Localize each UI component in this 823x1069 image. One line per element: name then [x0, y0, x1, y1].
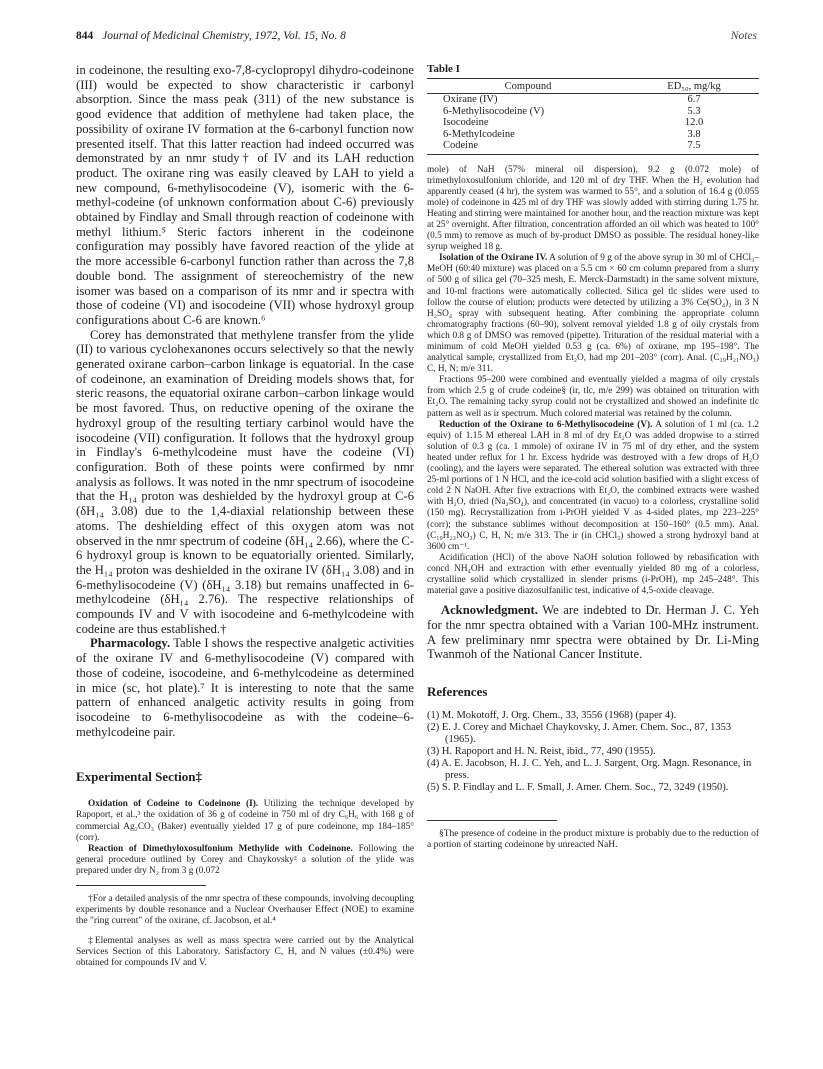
exp-oxidation-heading: Oxidation of Codeine to Codeinone (I). [88, 799, 259, 810]
table-row [427, 129, 759, 141]
section-label: Notes [730, 30, 757, 42]
acknowledgment-paragraph [427, 603, 759, 662]
experimental-text [76, 799, 414, 877]
exp-oxidation-text: Utilizing the technique developed by Rapoport, et al.,³ the oxidation of 36 g of codeine in 750 ml of dry C₆H₆ with 168 g of commercial Ag₂CO₃ (Baker) eventually yielded 17 g of pure codeinone, mp 184–185° (corr). [76, 799, 415, 843]
table-cell-compound: Isocodeine [443, 117, 489, 128]
journal-citation: Journal of Medicinal Chemistry, 1972, Vol. 15, No. 8 [102, 30, 346, 42]
acknowledgment-heading: Acknowledgment. [441, 603, 538, 618]
references-heading: References [427, 683, 488, 699]
fractions-paragraph: Fractions 95–200 were combined and eventually yielded a magma of oily crystals from which 2.5 g of crude codeine§ (ir, tlc, m/e 299) was obtained on trituration with Et₂O. The remaining tacky syrup could not be crystallized and showed an indefinite tlc pattern as well as ir spectrum. Much colored material was retained by the column. [427, 375, 759, 419]
table-cell-compound: 6-Methylcodeine [443, 128, 515, 140]
acknowledgment-text: We are indebted to Dr. Herman J. C. Yeh for the nmr spectra obtained with a Varian 100-MHz instrument. A few preliminary nmr spectra were obtained by Dr. Li-Ming Twanmoh of the National Cancer Institute. [427, 603, 760, 662]
exp-ylide-text: Following the general procedure outlined by Corey and Chaykovsky² a solution of the ylide was prepared under dry N₂ from 3 g (0.072 [76, 843, 414, 876]
footnote-double-dagger: ‡Elemental analyses as well as mass spectra were carried out by the Analytical Services Section of this Laboratory. Satisfactory C, H, and N values (±0.4%) were obtained for compounds IV and V. [76, 935, 414, 969]
pharmacology-heading: Pharmacology. [90, 636, 171, 651]
pharmacology-paragraph [76, 636, 414, 739]
table-cell-ed50: 3.8 [687, 128, 701, 140]
table-header-ed50: ED₅₀, mg/kg [629, 79, 759, 94]
results-table [427, 78, 759, 155]
right-column [427, 63, 759, 851]
isolation-paragraph [427, 253, 759, 375]
table-cell-compound: Oxirane (IV) [443, 94, 498, 105]
table-row [427, 117, 759, 129]
exp-ylide-heading: Reaction of Dimethyloxosulfonium Methylide with Codeinone. [88, 843, 353, 854]
reference-item: (2) E. J. Corey and Michael Chaykovsky, J. Amer. Chem. Soc., 87, 1353 (1965). [427, 721, 732, 745]
table-cell-ed50: 5.3 [687, 105, 701, 117]
table-header-row [427, 79, 759, 94]
isolation-text: A solution of 9 g of the above syrup in 30 ml of CHCl₃–MeOH (60:40 mixture) was placed on a 5.5 cm × 60 cm column prepared from a slurry of 500 g of silica gel (70–325 mesh, E. Merck-Darmstadt) in the same solvent mixture, and 10-ml fractions were automatically collected. Silica gel tlc slides were used to follow the course of elution; products were detected by utilizing a 3% Ce(SO₄)₂ in 3 N H₂SO₄ spray with subsequent heating. After combining the appropriate column chromatography fractions (60–90), solvent removal yielded 1.8 g of oily crystals from which 0.8 g of DMSO was removed (pipette). Trituration of the residual material with a minimum of cold MeOH yielded 0.53 g (ca. 6%) of oxirane, mp 195–198°. The analytical sample, crystallized from Et₂O, had mp 201–203° (corr). Anal. (C₁₉H₂₁NO₃) C, H, N; m/e 311. [427, 253, 759, 375]
right-footnote-block [427, 820, 759, 851]
isolation-heading: Isolation of the Oxirane IV. [439, 253, 548, 264]
acidification-paragraph: Acidification (HCl) of the above NaOH solution followed by rebasification with concd NH₄OH and extraction with ether eventually yielded 80 mg of a colorless, crystalline solid which crystallized in slender prisms (i-PrOH), mp 245–248°. This material gave a positive diazosulfanilic test, indicative of 4,5-oxide cleavage. [427, 552, 759, 597]
reference-item: (5) S. P. Findlay and L. F. Small, J. Amer. Chem. Soc., 72, 3249 (1950). [427, 781, 729, 793]
left-column [76, 63, 414, 969]
exp-ylide-paragraph [76, 844, 414, 877]
table-cell-ed50: 12.0 [684, 117, 704, 128]
pharmacology-text: Table I shows the respective analgetic activities of the oxirane IV and 6-methylisocodeine (V) compared with those of codeine, isocodeine, and 6-methylcodeine as determined in mice (sc, hot plate).⁷ It is interesting to note that the same pattern of enhanced analgetic activity results in going from isocodeine to 6-methylisocodeine as with the codeine–6-methylcodeine pair. [76, 636, 414, 739]
ylide-continuation-paragraph: mole) of NaH (57% mineral oil dispersion), 9.2 g (0.072 mole) of trimethyloxosulfonium chloride, and 120 ml of dry THF. When the H₂ evolution had apparently ceased (4 hr), the system was warmed to 55°, and a solution of 16.4 g (0.055 mole) of codeinone in 425 ml of dry THF was slowly added with stirring during 1.75 hr. Heating and stirring were maintained for another hour, and the reaction mixture was kept at 25° overnight. After filtration, concentration afforded an oil which was heated to 100° (0.5 mm) to remove as much of by-product DMSO as possible. The residual honey-like syrup weighed 18 g. [427, 164, 759, 253]
footnote-divider [76, 885, 206, 886]
table-title: Table I [427, 63, 460, 75]
header-left [76, 30, 346, 42]
reduction-text: A solution of 1 ml (ca. 1.2 equiv) of 1.15 M ethereal LAH in 8 ml of dry Et₂O was added dropwise to a stirred solution of 0.3 g (ca. 1 mmole) of oxirane IV in 75 ml of dry ether, and the system heated under reflux for 1 hr. Excess hydride was destroyed with a few drops of H₂O (cooling), and the layers were separated. The ethereal solution was extracted with three 25-ml portions of 1 N HCl, and the ice-cold acid solution basified with a slight excess of cold 2 N NaOH. After five extractions with Et₂O, the combined extracts were washed with H₂O, dried (Na₂SO₄), and concentrated (in vacuo) to a colorless, crystalline solid (150 mg). Recrystallization from i-PrOH yielded V as 4-sided plates, mp 223–225° (corr); the substance sublimes without decomposition at 150–160° (0.5 mm). Anal. (C₁₉H₂₃NO₃) C, H, N; m/e 313. The ir (in CHCl₃) showed a strong hydroxyl band at 3600 cm⁻¹. [427, 419, 760, 552]
table-row [427, 94, 759, 106]
body-text [76, 63, 414, 739]
reduction-heading: Reduction of the Oxirane to 6-Methylisocodeine (V). [439, 419, 653, 430]
table-cell-ed50: 6.7 [687, 94, 701, 105]
footnote-section-sign: §The presence of codeine in the product mixture is probably due to the reduction of a portion of starting codeinone by unreacted NaH. [427, 828, 759, 851]
body-paragraph-2: Corey has demonstrated that methylene transfer from the ylide (II) to various cyclohexanones occurs selectively so that the newly generated oxirane carbon–carbon linkage is equatorial. In the case of codeinone, an examination of Dreiding models shows that, for steric reasons, the equatorial oxirane carbon–carbon linkage would be most favored. Thus, on reductive opening of the oxirane the hydroxyl group of the resulting tertiary carbinol would have the isocodeine (VII) configuration. It follows that the hydroxyl group in Findlay's 6-methylcodeine must have the codeine (VI) configuration. Both of these points were confirmed by nmr analysis as follows. It was noted in the nmr spectrum of isocodeine that the H₁₄ proton was deshielded by the hydroxyl group at C-6 (δH₁₄ 3.08) due to the 1,4-diaxial relationship between these atoms. The deshielding effect of this oxygen atom was not observed in the nmr spectrum of codeine (δH₁₄ 2.66), where the C-6 hydroxyl group is known to be equatorially oriented. Similarly, the H₁₄ proton was deshielded in the oxirane IV (δH₁₄ 3.08) and in 6-methylisocodeine (V) (δH₁₄ 3.18) but remains unaffected in 6-methylcodeine (δH₁₄ 2.76). The respective relationships of compounds IV and V with isocodeine and 6-methylcodeine with codeine are thus established.† [76, 327, 414, 636]
reference-item: (3) H. Rapoport and H. N. Reist, ibid., 77, 490 (1955). [427, 745, 656, 757]
reference-item: (1) M. Mokotoff, J. Org. Chem., 33, 3556 (1968) (paper 4). [427, 709, 677, 721]
reduction-paragraph [427, 420, 759, 553]
page-number: 844 [76, 30, 94, 42]
body-paragraph-1: in codeinone, the resulting exo-7,8-cyclopropyl dihydro-codeinone (III) would be expected to show characteristic ir carbonyl absorption. Since the mass peak (311) of the new substance is good evidence that addition of methylene had taken place, the possibility of oxirane IV formation at the 6-carbonyl function now presented itself. That this latter reaction had indeed occurred was demonstrated by an nmr study† of IV and its LAH reduction product. The oxirane ring was easily cleaved by LAH to yield a new compound, 6-methylisocodeine (V), isomeric with the 6-methyl-codeine (of unknown conformation about C-6) previously obtained by Findlay and Small through reaction of codeinone with methyl lithium.⁵ Steric factors inherent in the codeinone configuration may possibly have favored reaction of the ylide at the more accessible 6-carbonyl function rather than across the 7,8 double bond. The assignment of stereochemistry of the new isomer was based on a comparison of its nmr and ir spectra with those of codeine (VI) and isocodeine (VII) whose hydroxyl group configurations about C-6 are known.⁶ [76, 63, 414, 327]
table-cell-compound: 6-Methylisocodeine (V) [443, 105, 545, 117]
footnote-dagger: †For a detailed analysis of the nmr spectra of these compounds, involving decoupling experiments by double resonance and a Nuclear Overhauser Effect (NOE) to examine the "ring current" of the oxirane, cf. Jacobson, et al.⁴ [76, 894, 414, 927]
experimental-text-continued [427, 165, 759, 598]
reference-item: (4) A. E. Jacobson, H. J. C. Yeh, and L. J. Sargent, Org. Magn. Resonance, in press. [427, 757, 752, 781]
table-cell-compound: Codeine [427, 140, 629, 154]
table-cell-ed50: 7.5 [629, 140, 759, 154]
reference-list [427, 710, 759, 794]
table-row [427, 140, 759, 154]
exp-oxidation-paragraph [76, 799, 414, 843]
footnote-divider [427, 820, 557, 821]
table-row [427, 106, 759, 118]
experimental-section-heading: Experimental Section‡ [76, 769, 203, 785]
running-header [76, 30, 757, 48]
references-section [427, 684, 759, 794]
table-header-compound: Compound [427, 79, 629, 94]
